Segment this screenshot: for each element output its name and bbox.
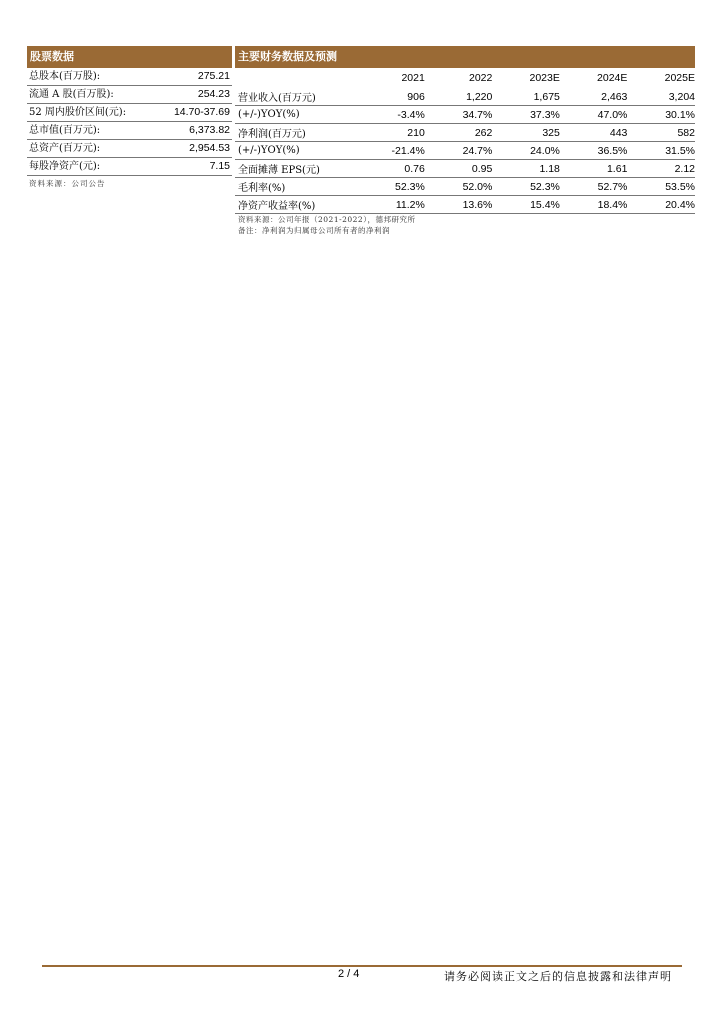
year-header-row	[235, 68, 695, 88]
stock-row: 总资产(百万元): 2,954.53	[27, 140, 232, 158]
row-label: 净利润(百万元)	[235, 124, 365, 142]
stock-row: 总股本(百万股): 275.21	[27, 68, 232, 86]
table-row: 毛利率(%) 52.3% 52.0% 52.3% 52.7% 53.5%	[235, 178, 695, 196]
footer-disclaimer: 请务必阅读正文之后的信息披露和法律声明	[444, 970, 672, 983]
stock-data-header: 股票数据	[27, 46, 232, 68]
table-row: 全面摊薄 EPS(元) 0.76 0.95 1.18 1.61 2.12	[235, 160, 695, 178]
row-label: 全面摊薄 EPS(元)	[235, 160, 365, 178]
table-row: 营业收入(百万元) 906 1,220 1,675 2,463 3,204	[235, 88, 695, 106]
year-cell: 2021	[401, 72, 425, 84]
table-row: 净资产收益率(%) 11.2% 13.6% 15.4% 18.4% 20.4%	[235, 196, 695, 214]
year-cell: 2023E	[529, 72, 560, 84]
financial-panel	[235, 46, 695, 236]
row-label: (+/-)YOY(%)	[235, 106, 365, 124]
stock-row: 每股净资产(元): 7.15	[27, 158, 232, 176]
row-label: 营业收入(百万元)	[235, 88, 365, 106]
footer-divider	[42, 965, 682, 967]
year-cell: 2025E	[664, 72, 695, 84]
page-number: 2 / 4	[338, 968, 360, 980]
stock-row: 总市值(百万元): 6,373.82	[27, 122, 232, 140]
financial-remark-note: 备注：净利润为归属母公司所有者的净利润	[238, 226, 390, 235]
stock-data-panel	[27, 46, 232, 189]
row-label: (+/-)YOY(%)	[235, 142, 365, 160]
table-row: (+/-)YOY(%) -21.4% 24.7% 24.0% 36.5% 31.5%	[235, 142, 695, 160]
table-row: 净利润(百万元) 210 262 325 443 582	[235, 124, 695, 142]
row-label: 毛利率(%)	[235, 178, 365, 196]
year-cell: 2022	[468, 72, 493, 84]
stock-row: 52 周内股价区间(元): 14.70-37.69	[27, 104, 232, 122]
row-label: 净资产收益率(%)	[235, 196, 365, 214]
financial-table	[235, 68, 695, 214]
financial-source-note: 资料来源：公司年报（2021-2022），德邦研究所	[238, 215, 416, 224]
year-cell: 2024E	[597, 72, 628, 84]
stock-row: 流通 A 股(百万股): 254.23	[27, 86, 232, 104]
financial-header: 主要财务数据及预测	[235, 46, 695, 68]
stock-source-note: 资料来源：公司公告	[29, 179, 106, 188]
table-row: (+/-)YOY(%) -3.4% 34.7% 37.3% 47.0% 30.1%	[235, 106, 695, 124]
stock-data-list	[27, 68, 232, 176]
